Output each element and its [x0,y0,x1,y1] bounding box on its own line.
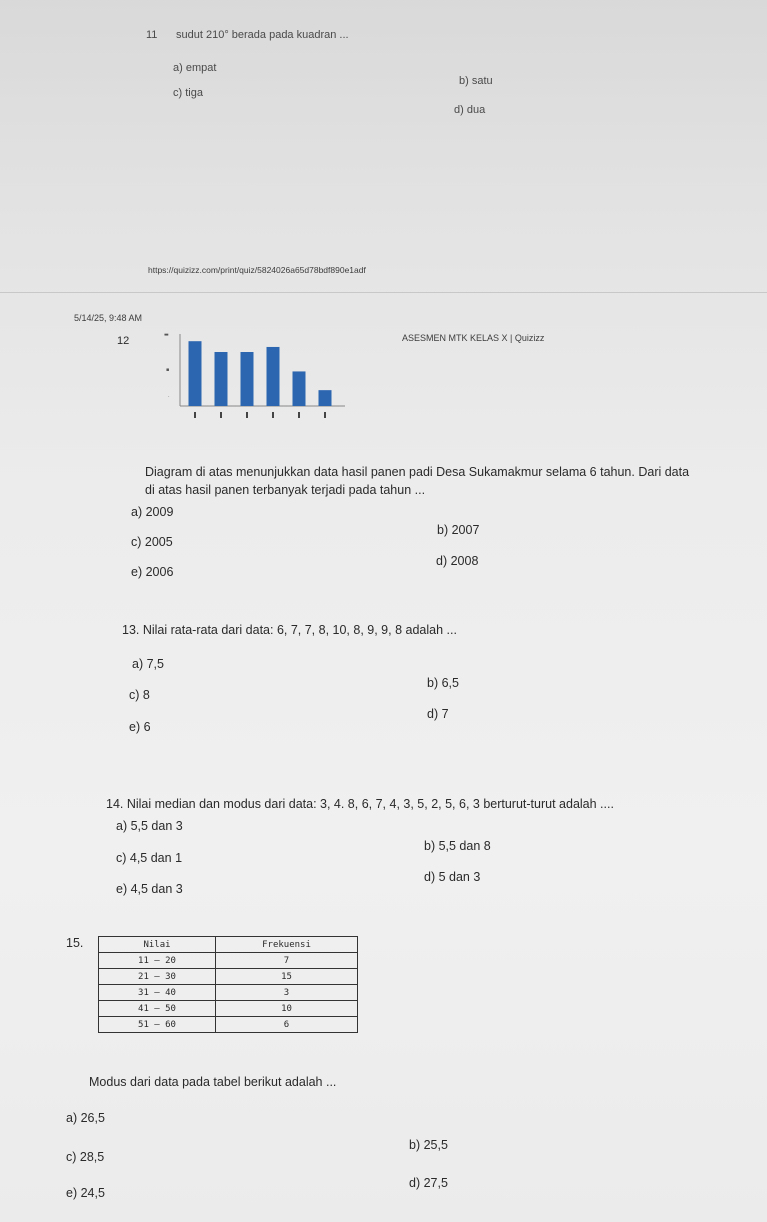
chart-bar-5 [293,371,306,406]
print-url: https://quizizz.com/print/quiz/5824026a65d78bdf890e1adf [148,265,366,275]
question-13-text: 13. Nilai rata-rata dari data: 6, 7, 7, 8, 10, 8, 9, 9, 8 adalah ... [122,623,457,637]
q13-option-e[interactable]: e) 6 [129,720,151,734]
chart-y-tick-top: ▬ [164,332,169,338]
q12-option-d[interactable]: d) 2008 [436,554,479,568]
chart-x-tick-5 [298,412,300,418]
q12-option-a[interactable]: a) 2009 [131,505,174,519]
q15-option-a[interactable]: a) 26,5 [66,1111,105,1125]
print-datetime: 5/14/25, 9:48 AM [74,313,143,323]
q11-option-a[interactable]: a) empat [173,62,217,74]
question-12-number: 12 [117,335,130,347]
chart-x-tick-4 [272,412,274,418]
harvest-bar-chart [160,326,350,430]
q12-option-b[interactable]: b) 2007 [437,523,480,537]
q15-option-c[interactable]: c) 28,5 [66,1150,105,1164]
chart-x-tick-6 [324,412,326,418]
q11-option-b[interactable]: b) satu [459,75,493,87]
q11-option-d[interactable]: d) dua [454,104,486,116]
table-cell-nilai: 21 – 30 [99,969,216,985]
table-row [99,969,358,985]
table-cell-nilai: 41 – 50 [99,1001,216,1017]
frequency-table [98,936,358,1033]
chart-bar-6 [319,390,332,406]
table-header-nilai: Nilai [99,937,216,953]
q14-option-c[interactable]: c) 4,5 dan 1 [116,851,183,865]
chart-x-tick-1 [194,412,196,418]
q12-option-c[interactable]: c) 2005 [131,535,173,549]
table-row [99,953,358,969]
table-cell-frekuensi: 3 [216,985,358,1001]
table-cell-nilai: 11 – 20 [99,953,216,969]
chart-bar-1 [189,341,202,406]
q14-option-a[interactable]: a) 5,5 dan 3 [116,819,183,833]
table-cell-frekuensi: 10 [216,1001,358,1017]
chart-y-tick-low: · [168,394,170,400]
table-cell-frekuensi: 15 [216,969,358,985]
q15-option-b[interactable]: b) 25,5 [409,1138,448,1152]
q12-option-e[interactable]: e) 2006 [131,565,174,579]
table-cell-nilai: 51 – 60 [99,1017,216,1033]
chart-bar-4 [267,347,280,406]
q14-option-d[interactable]: d) 5 dan 3 [424,870,481,884]
chart-bar-2 [215,352,228,406]
question-11-text: sudut 210° berada pada kuadran ... [176,29,349,41]
print-title: ASESMEN MTK KELAS X | Quizizz [402,333,545,343]
table-header-row [99,937,358,953]
q15-option-e[interactable]: e) 24,5 [66,1186,105,1200]
table-row [99,1017,358,1033]
question-12-text-line2: di atas hasil panen terbanyak terjadi pada tahun ... [145,483,426,497]
q13-option-a[interactable]: a) 7,5 [132,657,164,671]
q15-option-d[interactable]: d) 27,5 [409,1176,448,1190]
q13-option-b[interactable]: b) 6,5 [427,676,459,690]
q13-option-d[interactable]: d) 7 [427,707,449,721]
q11-option-c[interactable]: c) tiga [173,87,203,99]
page-break-divider [0,292,767,293]
question-15-text: Modus dari data pada tabel berikut adalah ... [89,1075,337,1089]
table-cell-nilai: 31 – 40 [99,985,216,1001]
table-row [99,985,358,1001]
chart-y-tick-mid: ▪ [166,367,170,373]
chart-bar-3 [241,352,254,406]
q13-option-c[interactable]: c) 8 [129,688,150,702]
table-cell-frekuensi: 7 [216,953,358,969]
question-15-number: 15. [66,936,84,950]
table-row [99,1001,358,1017]
table-cell-frekuensi: 6 [216,1017,358,1033]
chart-x-tick-2 [220,412,222,418]
table-header-frekuensi: Frekuensi [216,937,358,953]
chart-x-tick-3 [246,412,248,418]
q14-option-e[interactable]: e) 4,5 dan 3 [116,882,183,896]
question-11-number: 11 [146,29,158,41]
question-12-text-line1: Diagram di atas menunjukkan data hasil panen padi Desa Sukamakmur selama 6 tahun. Dari data [145,465,690,479]
question-14-text: 14. Nilai median dan modus dari data: 3, 4. 8, 6, 7, 4, 3, 5, 2, 5, 6, 3 berturut-turut adalah .... [106,797,614,811]
q14-option-b[interactable]: b) 5,5 dan 8 [424,839,491,853]
